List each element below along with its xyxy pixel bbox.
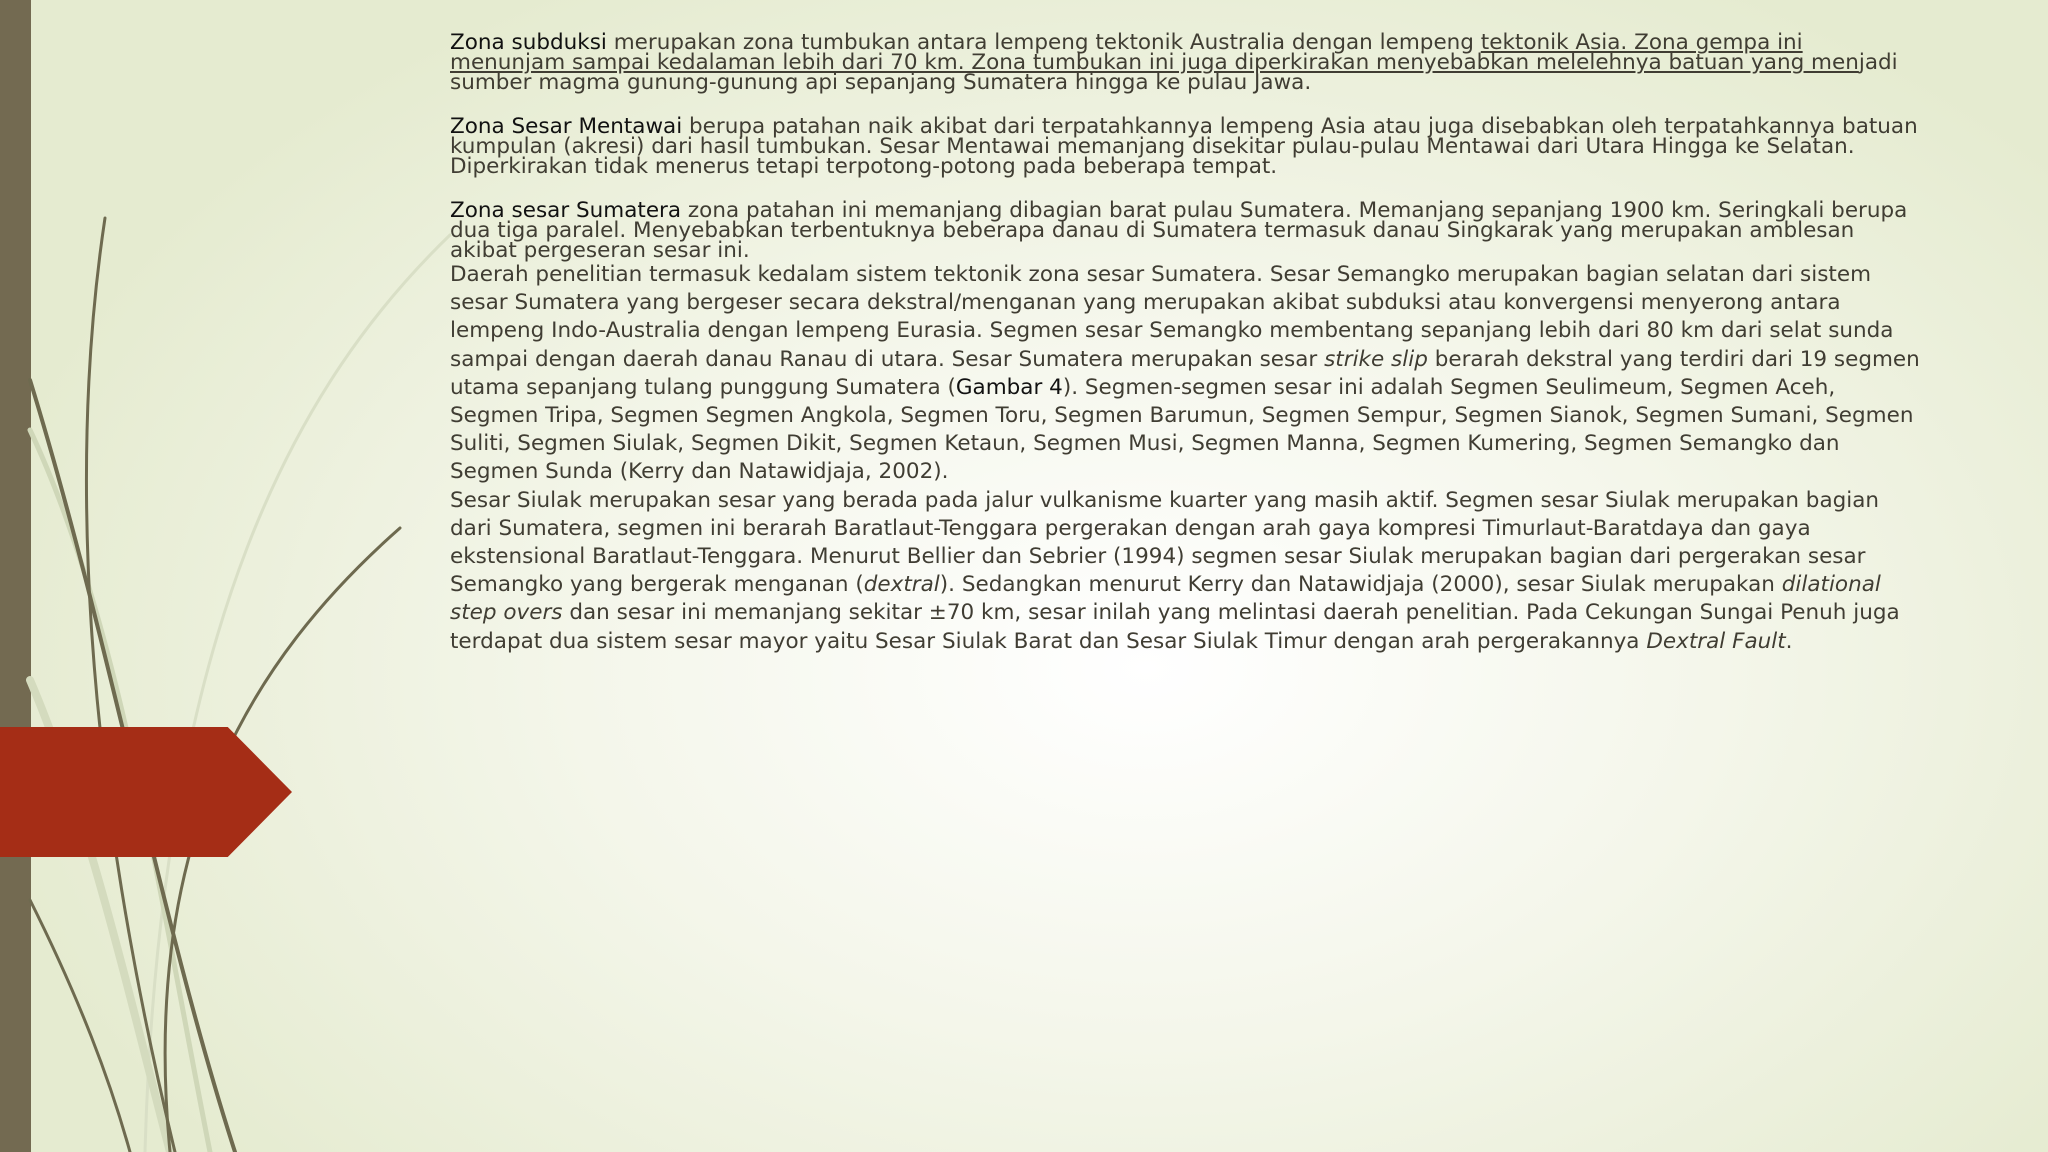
heading-zona-sesar-sumatera: Zona sesar Sumatera [450,198,682,223]
paragraph-text: ). Sedangkan menurut Kerry dan Natawidjaja (2000), sesar Siulak merupakan [939,572,1782,598]
heading-zona-subduksi: Zona subduksi [450,30,607,55]
paragraph-zona-sesar-mentawai [450,114,1920,179]
italic-text: strike slip [1324,346,1428,372]
paragraph-text: . [1785,628,1793,654]
curve-light-1 [145,235,450,1152]
paragraph-text: Daerah penelitian termasuk kedalam sistem tektonik zona sesar Sumatera. Sesar Semangko merupakan bagian selatan dari sistem sesar Sumatera yang bergeser secara dekstral/menganan yang merupakan akibat subduksi atau konvergensi menyerong antara lempeng Indo-Australia dengan lempeng Eurasia. Segmen sesar Semangko membentang sepanjang lebih dari 80 km dari selat sunda sampai dengan daerah danau Ranau di utara. Sesar Sumatera merupakan sesar [450,262,1894,372]
paragraph-text: merupakan zona tumbukan antara lempeng tektonik Australia dengan lempeng [606,30,1481,55]
paragraph-text: ). Segmen-segmen sesar ini adalah Segmen Seulimeum, Segmen Aceh, Segmen Tripa, Segmen Segmen Angkola, Segmen Toru, Segmen Barumun, Segmen Sempur, Segmen Sianok, Segmen Sumani, Segmen Suliti, Segmen Siulak, Segmen Dikit, Segmen Ketaun, Segmen Musi, Segmen Manna, Segmen Kumering, Segmen Semangko dan Segmen Sunda (Kerry dan Natawidjaja, 2002). [450,374,1914,485]
slide-content [450,30,1920,656]
paragraph-text: berupa patahan naik akibat dari terpatahkannya lempeng Asia atau juga disebabkan oleh terpatahkannya batuan kumpulan (akresi) dari hasil tumbukan. Sesar Mentawai memanjang disekitar pulau-pulau Mentawai dari Utara Hingga ke Selatan. Diperkirakan tidak menerus tetapi terpotong-potong pada beberapa tempat. [450,114,1918,179]
paragraph-sesar-siulak [450,487,1920,656]
paragraph-text: Sesar Siulak merupakan sesar yang berada pada jalur vulkanisme kuarter yang masih aktif. Segmen sesar Siulak merupakan bagian dari Sumatera, segmen ini berarah Baratlaut-Tenggara pergerakan dengan arah gaya kompresi Timurlaut-Baratdaya dan gaya ekstensional Baratlaut-Tenggara. Menurut Bellier dan Sebrier (1994) segmen sesar Siulak merupakan bagian dari pergerakan sesar Semangko yang bergerak menganan ( [450,487,1880,598]
italic-text: dextral [863,572,940,598]
paragraph-zona-sesar-sumatera [450,198,1920,263]
paragraph-daerah-penelitian [450,261,1920,487]
italic-text: dilational step overs [450,572,1881,626]
figure-reference: Gambar 4 [955,374,1063,400]
italic-text: Dextral Fault [1646,628,1786,654]
paragraph-text: dan sesar ini memanjang sekitar ±70 km, sesar inilah yang melintasi daerah penelitian. Pada Cekungan Sungai Penuh juga terdapat dua sistem sesar mayor yaitu Sesar Siulak Barat dan Sesar Siulak Timur dengan arah pergerakannya [450,600,1900,654]
underlined-text: tektonik Asia. Zona gempa ini menunjam sampai kedalaman lebih dari 70 km. Zona tumbukan ini juga diperkirakan menyebabkan melelehnya batuan yang men [450,30,1859,75]
paragraph-zona-subduksi [450,30,1920,95]
paragraph-text: zona patahan ini memanjang dibagian barat pulau Sumatera. Memanjang sepanjang 1900 km. Seringkali berupa dua tiga paralel. Menyebabkan terbentuknya beberapa danau di Sumatera termasuk danau Singkarak yang merupakan amblesan akibat pergeseran sesar ini. [450,198,1908,263]
heading-zona-sesar-mentawai: Zona Sesar Mentawai [450,114,683,139]
paragraph-text: berarah dekstral yang terdiri dari 19 segmen utama sepanjang tulang punggung Sumatera ( [450,346,1920,400]
paragraph-text: jadi sumber magma gunung-gunung api sepanjang Sumatera hingga ke pulau Jawa. [450,50,1898,95]
